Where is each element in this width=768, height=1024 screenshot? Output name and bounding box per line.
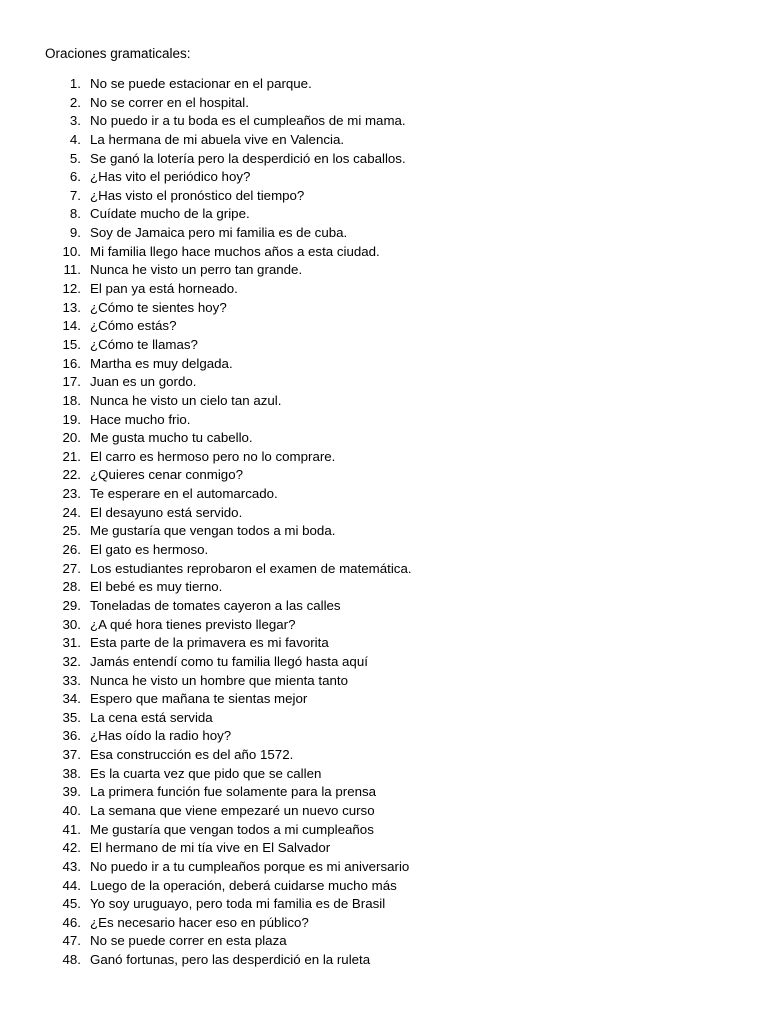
list-item-number: 39. — [62, 784, 81, 800]
list-item — [0, 205, 768, 224]
list-item-text: Martha es muy delgada. — [90, 355, 233, 371]
list-item-text: No se puede correr en esta plaza — [90, 933, 287, 949]
list-item-text: Nunca he visto un hombre que mienta tanto — [90, 672, 348, 688]
list-item — [0, 951, 768, 970]
list-item-text: Nunca he visto un perro tan grande. — [90, 262, 303, 278]
list-item-number: 31. — [62, 635, 81, 651]
list-item-text: La semana que viene empezaré un nuevo curso — [90, 802, 375, 818]
list-item-number: 8. — [69, 206, 81, 222]
list-item-number: 20. — [62, 430, 81, 446]
list-item-text: La cena está servida — [90, 709, 213, 725]
list-item — [0, 485, 768, 504]
list-item-number: 35. — [62, 709, 81, 725]
list-item-text: Esta parte de la primavera es mi favorita — [90, 635, 329, 651]
list-item-number: 23. — [62, 486, 81, 502]
list-item-number: 37. — [62, 747, 81, 763]
list-item — [0, 411, 768, 430]
list-item-text: Me gustaría que vengan todos a mi boda. — [90, 523, 336, 539]
list-item — [0, 504, 768, 523]
list-item-text: El desayuno está servido. — [90, 504, 243, 520]
list-item-text: No se puede estacionar en el parque. — [90, 76, 312, 91]
list-item — [0, 634, 768, 653]
list-item-text: ¿Has oído la radio hoy? — [90, 728, 232, 744]
list-item-number: 27. — [62, 560, 81, 576]
list-item-number: 14. — [62, 318, 81, 334]
list-item-number: 3. — [69, 113, 81, 129]
list-item — [0, 541, 768, 560]
list-item — [0, 261, 768, 280]
list-item-number: 2. — [69, 94, 81, 110]
list-item-number: 30. — [62, 616, 81, 632]
list-item-number: 38. — [62, 765, 81, 781]
list-item-number: 6. — [69, 169, 81, 185]
list-item-number: 15. — [62, 336, 81, 352]
list-item-text: Toneladas de tomates cayeron a las calles — [90, 597, 341, 613]
list-item — [0, 802, 768, 821]
list-item-text: ¿A qué hora tienes previsto llegar? — [90, 616, 296, 632]
list-item-text: ¿Cómo estás? — [90, 318, 177, 334]
list-item — [0, 112, 768, 131]
list-item-text: Me gustaría que vengan todos a mi cumpleaños — [90, 821, 374, 837]
list-item — [0, 783, 768, 802]
list-item — [0, 914, 768, 933]
sentence-list — [0, 75, 768, 970]
list-item-number: 32. — [62, 653, 81, 669]
list-item-number: 17. — [62, 374, 81, 390]
list-item-text: ¿Es necesario hacer eso en público? — [90, 914, 309, 930]
list-item — [0, 243, 768, 262]
list-item-number: 40. — [62, 802, 81, 818]
list-item — [0, 224, 768, 243]
list-item-number: 13. — [62, 299, 81, 315]
list-item-text: No se correr en el hospital. — [90, 94, 249, 110]
list-item-text: Se ganó la lotería pero la desperdició en los caballos. — [90, 150, 406, 166]
list-item-text: Jamás entendí como tu familia llegó hasta aquí — [90, 653, 368, 669]
list-item-text: Nunca he visto un cielo tan azul. — [90, 392, 282, 408]
list-item-text: Yo soy uruguayo, pero toda mi familia es de Brasil — [90, 896, 386, 912]
list-item-text: Te esperare en el automarcado. — [90, 486, 278, 502]
list-item-text: Espero que mañana te sientas mejor — [90, 691, 308, 707]
list-item-number: 18. — [62, 392, 81, 408]
list-item — [0, 466, 768, 485]
page-title: Oraciones gramaticales: — [45, 46, 191, 61]
list-item — [0, 317, 768, 336]
list-item — [0, 168, 768, 187]
list-item-text: ¿Has vito el periódico hoy? — [90, 169, 251, 185]
list-item-number: 19. — [62, 411, 81, 427]
list-item-number: 16. — [62, 355, 81, 371]
list-item-number: 42. — [62, 840, 81, 856]
list-item-text: No puedo ir a tu boda es el cumpleaños de mi mama. — [90, 113, 406, 129]
list-item-number: 7. — [69, 187, 81, 203]
list-item-number: 36. — [62, 728, 81, 744]
list-item-text: Juan es un gordo. — [90, 374, 197, 390]
list-item-text: Esa construcción es del año 1572. — [90, 747, 294, 763]
list-item — [0, 522, 768, 541]
list-item-text: Soy de Jamaica pero mi familia es de cuba. — [90, 225, 348, 241]
list-item-number: 46. — [62, 914, 81, 930]
list-item — [0, 355, 768, 374]
list-item-number: 10. — [62, 243, 81, 259]
list-item — [0, 895, 768, 914]
list-item-number: 12. — [62, 281, 81, 297]
list-item — [0, 858, 768, 877]
list-item — [0, 597, 768, 616]
list-item-text: El gato es hermoso. — [90, 542, 209, 558]
list-item-text: La hermana de mi abuela vive en Valencia. — [90, 131, 345, 147]
list-item — [0, 392, 768, 411]
list-item — [0, 578, 768, 597]
list-item — [0, 709, 768, 728]
list-item-text: Me gusta mucho tu cabello. — [90, 430, 253, 446]
list-item — [0, 150, 768, 169]
list-item-text: El carro es hermoso pero no lo comprare. — [90, 448, 336, 464]
list-item — [0, 616, 768, 635]
list-item — [0, 373, 768, 392]
list-item — [0, 690, 768, 709]
list-item — [0, 746, 768, 765]
list-item-number: 29. — [62, 597, 81, 613]
list-item — [0, 932, 768, 951]
list-item-number: 33. — [62, 672, 81, 688]
list-item — [0, 653, 768, 672]
list-item-number: 43. — [62, 858, 81, 874]
list-item-text: Es la cuarta vez que pido que se callen — [90, 765, 322, 781]
list-item-text: ¿Cómo te sientes hoy? — [90, 299, 227, 315]
list-item-text: Mi familia llego hace muchos años a esta ciudad. — [90, 243, 380, 259]
list-item-number: 44. — [62, 877, 81, 893]
list-item-number: 25. — [62, 523, 81, 539]
list-item-number: 9. — [69, 225, 81, 241]
list-item-text: El hermano de mi tía vive en El Salvador — [90, 840, 331, 856]
list-item-number: 11. — [63, 262, 81, 278]
list-item-number: 21. — [62, 448, 81, 464]
list-item-number: 26. — [62, 542, 81, 558]
list-item-text: No puedo ir a tu cumpleaños porque es mi aniversario — [90, 858, 410, 874]
list-item-text: Cuídate mucho de la gripe. — [90, 206, 250, 222]
list-item — [0, 299, 768, 318]
list-item-number: 22. — [62, 467, 81, 483]
list-item-text: ¿Has visto el pronóstico del tiempo? — [90, 187, 305, 203]
list-item — [0, 877, 768, 896]
list-item — [0, 187, 768, 206]
list-item-text: Los estudiantes reprobaron el examen de matemática. — [90, 560, 412, 576]
list-item — [0, 280, 768, 299]
list-item — [0, 75, 768, 94]
list-item — [0, 839, 768, 858]
list-item-text: La primera función fue solamente para la prensa — [90, 784, 377, 800]
list-item — [0, 672, 768, 691]
list-item-text: ¿Quieres cenar conmigo? — [90, 467, 243, 483]
list-item-number: 34. — [62, 691, 81, 707]
list-item-text: El pan ya está horneado. — [90, 281, 238, 297]
list-item-number: 41. — [62, 821, 81, 837]
list-item — [0, 727, 768, 746]
list-item-text: El bebé es muy tierno. — [90, 579, 223, 595]
list-item — [0, 448, 768, 467]
list-item-text: Luego de la operación, deberá cuidarse mucho más — [90, 877, 397, 893]
list-item — [0, 765, 768, 784]
list-item — [0, 131, 768, 150]
list-item-number: 45. — [62, 896, 81, 912]
list-item-text: ¿Cómo te llamas? — [90, 336, 198, 352]
list-item — [0, 336, 768, 355]
list-item-number: 4. — [69, 131, 81, 147]
list-item-number: 24. — [62, 504, 81, 520]
list-item-number: 28. — [62, 579, 81, 595]
list-item — [0, 94, 768, 113]
list-item-number: 5. — [69, 150, 81, 166]
list-item — [0, 821, 768, 840]
list-item — [0, 429, 768, 448]
list-item-number: 47. — [62, 933, 81, 949]
list-item-number: 48. — [62, 952, 81, 968]
list-item-number: 1. — [69, 76, 81, 91]
list-item-text: Ganó fortunas, pero las desperdició en la ruleta — [90, 952, 371, 968]
list-item-text: Hace mucho frio. — [90, 411, 191, 427]
list-item — [0, 560, 768, 579]
